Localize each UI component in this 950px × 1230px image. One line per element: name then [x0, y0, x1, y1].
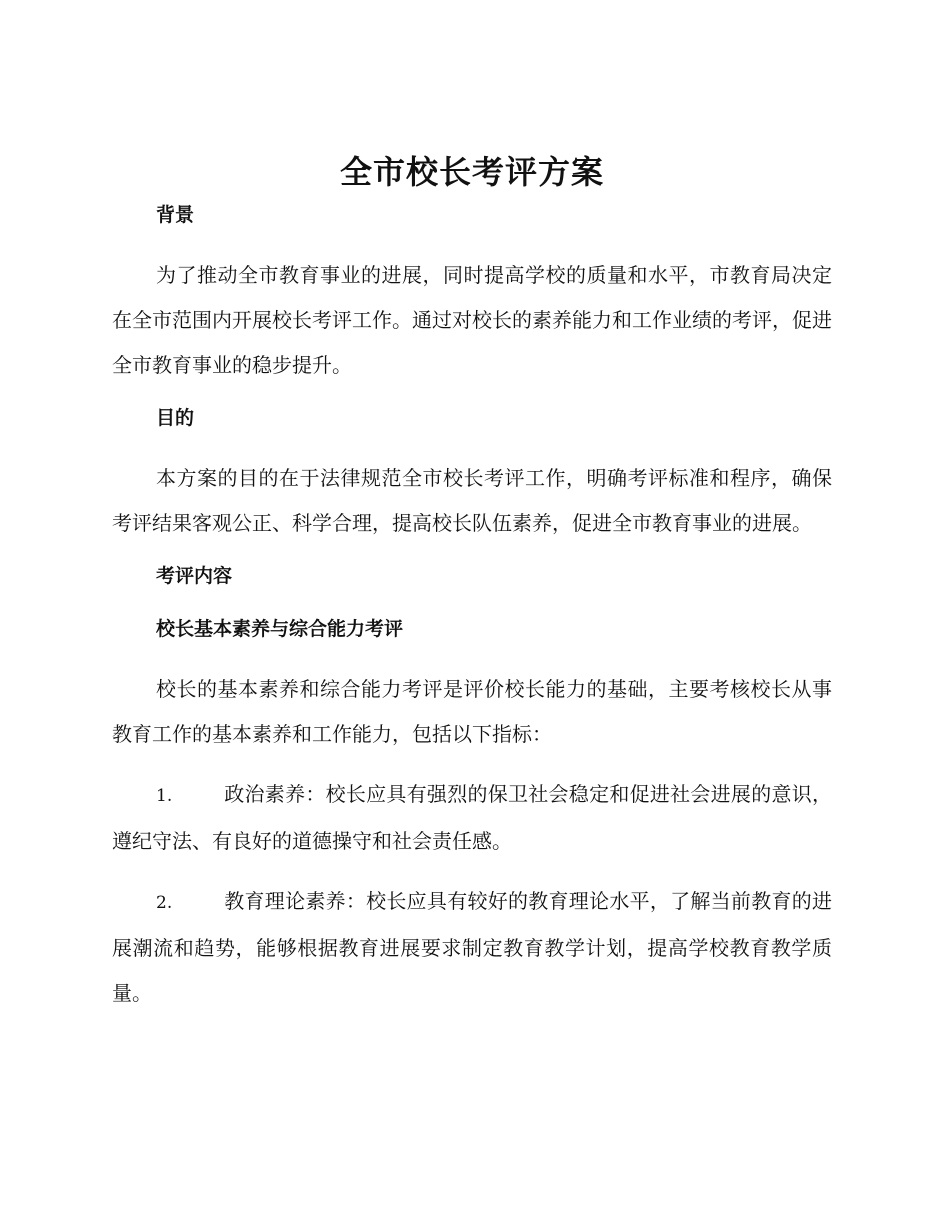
section-heading-background: 背景: [156, 204, 195, 226]
page-title: 全市校长考评方案: [339, 153, 604, 191]
section-heading-purpose: 目的: [156, 407, 195, 429]
list-item-number: 1.: [156, 786, 173, 806]
paragraph-content-intro: 校长的基本素养和综合能力考评是评价校长能力的基础，主要考核校长从事教育工作的基本素养和工作能力，包括以下指标：: [112, 677, 832, 746]
list-item-text: 政治素养：校长应具有强烈的保卫社会稳定和促进社会进展的意识，遵纪守法、有良好的道德操守和社会责任感。: [112, 782, 832, 853]
subsection-heading-basic-quality: 校长基本素养与综合能力考评: [156, 618, 404, 640]
list-item-number: 2.: [156, 893, 173, 913]
list-item: [112, 879, 832, 1016]
section-heading-content: 考评内容: [156, 565, 233, 587]
paragraph-background: 为了推动全市教育事业的进展，同时提高学校的质量和水平，市教育局决定在全市范围内开展校长考评工作。通过对校长的素养能力和工作业绩的考评，促进全市教育事业的稳步提升。: [112, 263, 832, 377]
paragraph-purpose: 本方案的目的在于法律规范全市校长考评工作，明确考评标准和程序，确保考评结果客观公正、科学合理，提高校长队伍素养，促进全市教育事业的进展。: [112, 466, 832, 535]
list-item: [112, 772, 832, 864]
document-body: [112, 148, 832, 1031]
list-item-text: 教育理论素养：校长应具有较好的教育理论水平，了解当前教育的进展潮流和趋势，能够根据教育进展要求制定教育教学计划，提高学校教育教学质量。: [112, 889, 832, 1005]
